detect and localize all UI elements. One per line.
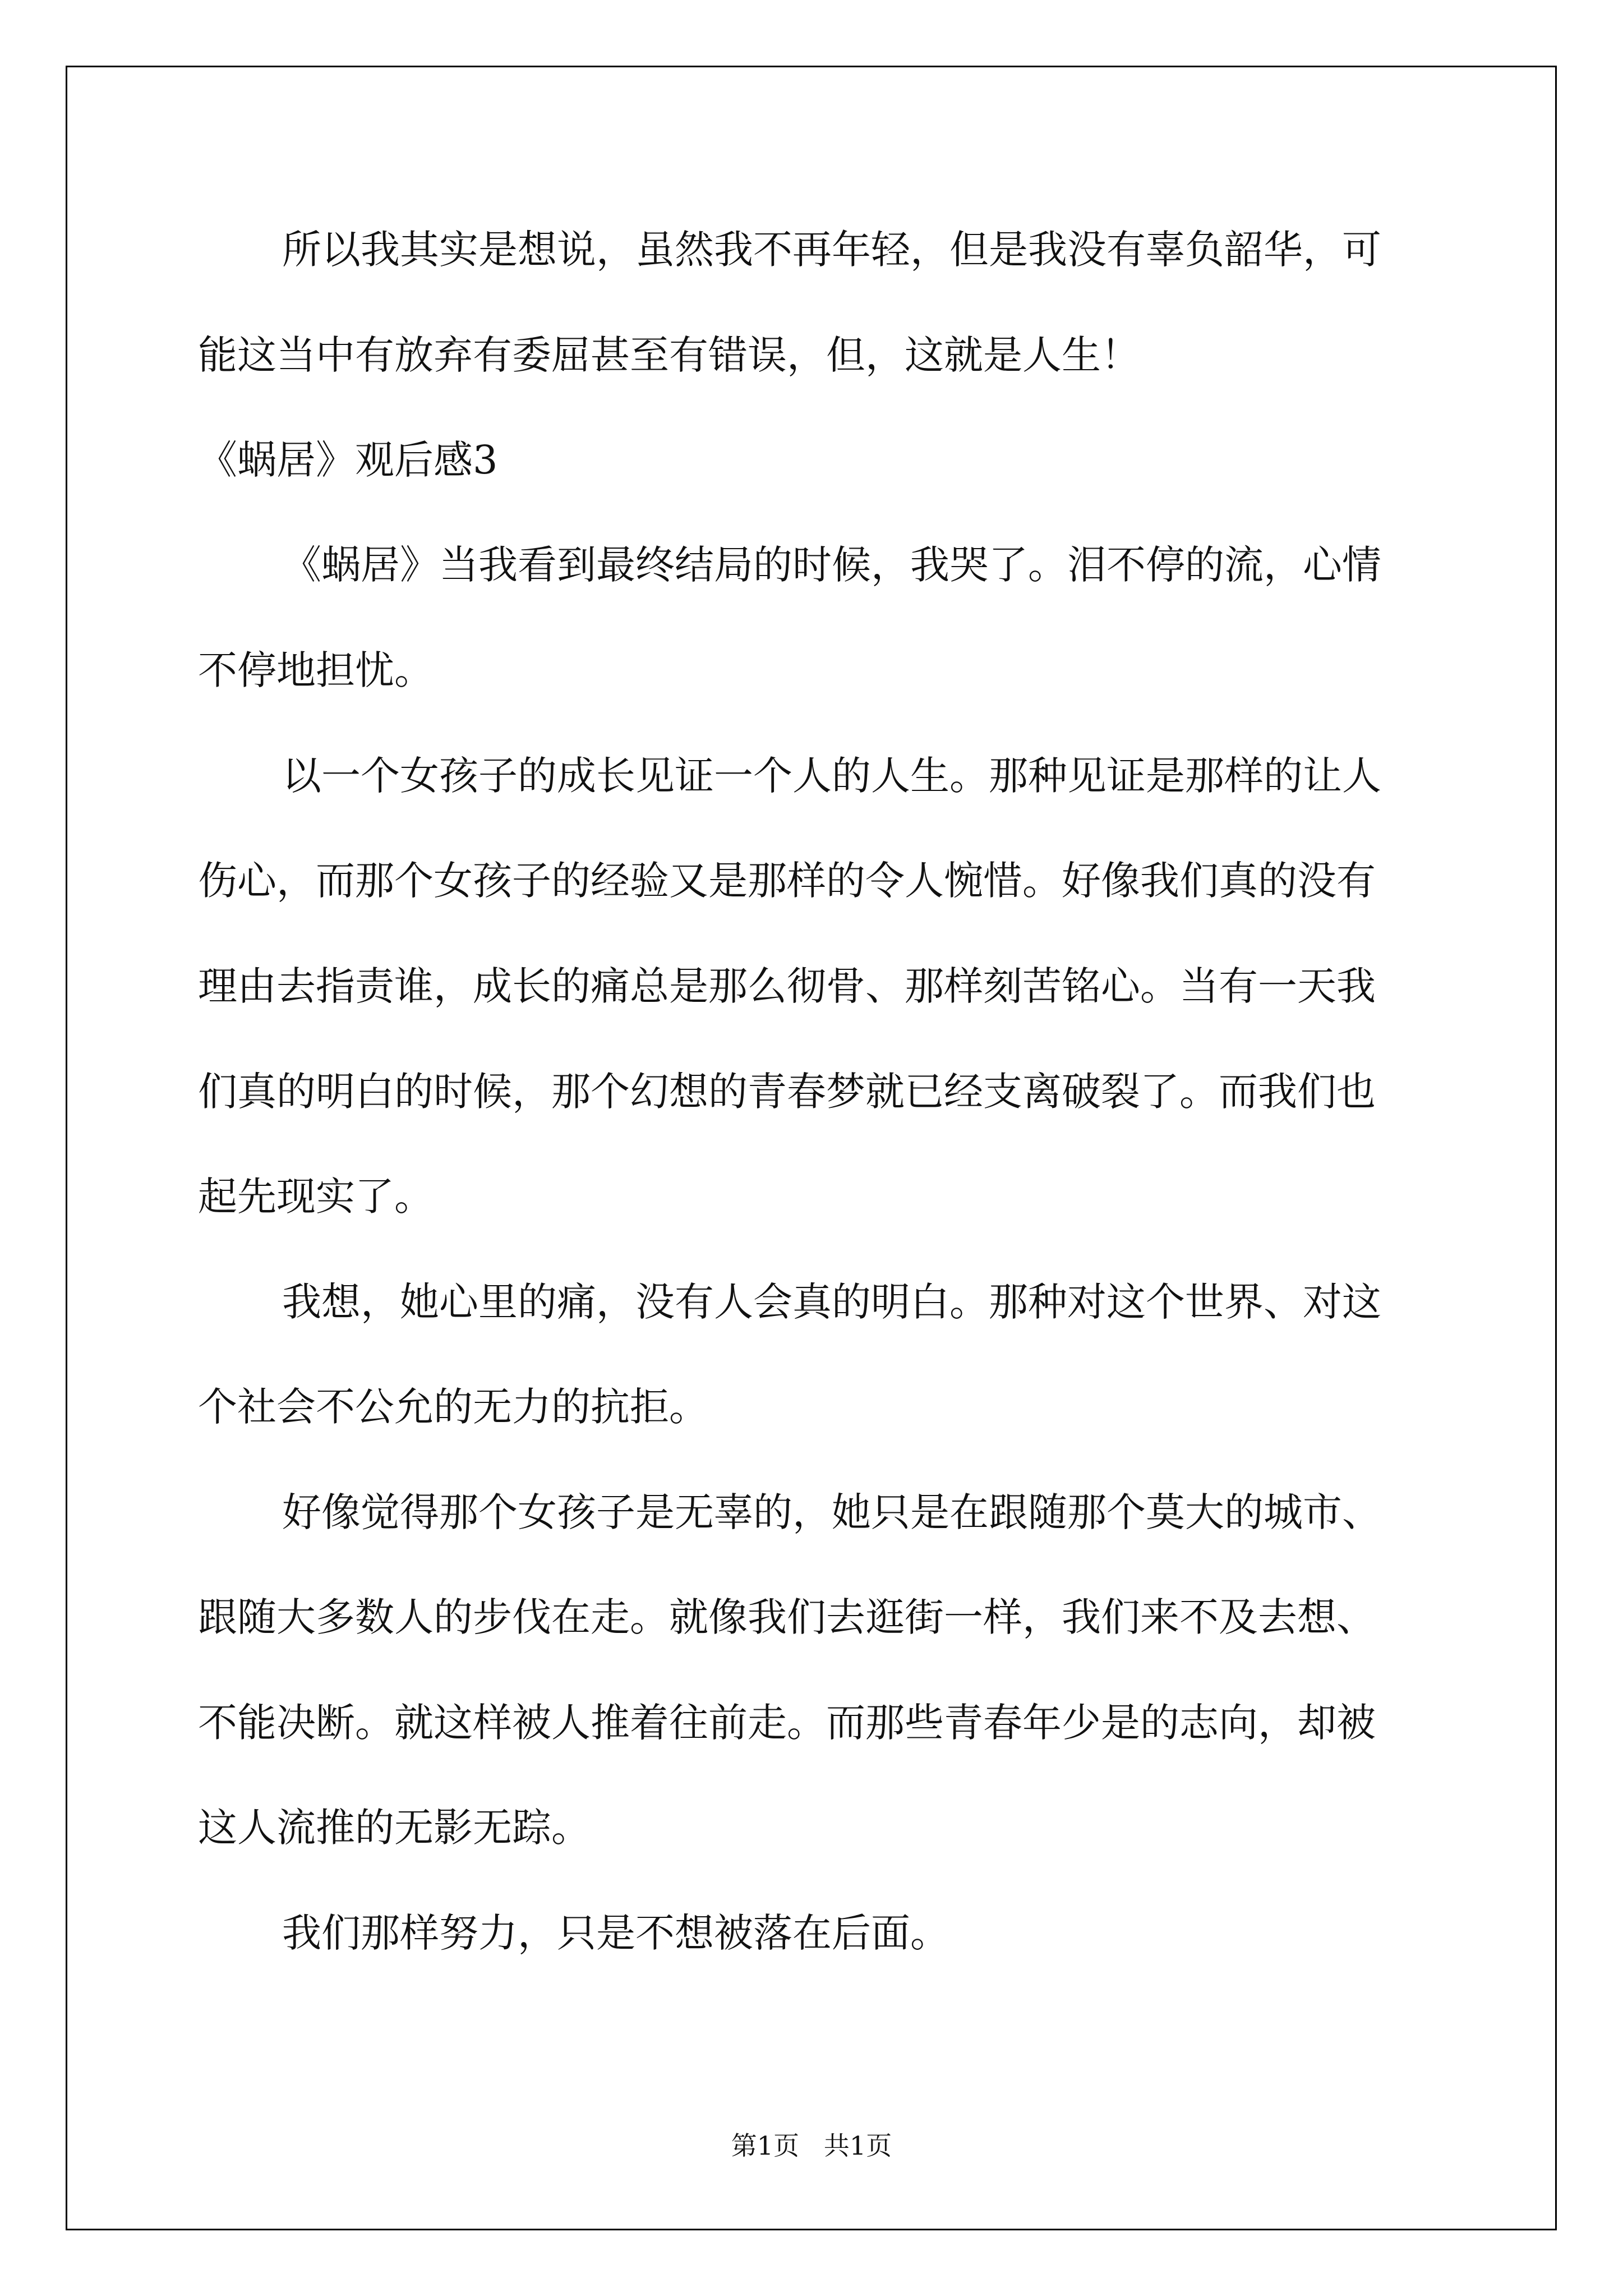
paragraph-line: 我想，她心里的痛，没有人会真的明白。那种对这个世界、对这 xyxy=(282,1279,1381,1325)
paragraph-line: 伤心，而那个女孩子的经验又是那样的令人惋惜。好像我们真的没有 xyxy=(198,858,1376,904)
paragraph-line: 这人流推的无影无踪。 xyxy=(198,1805,591,1851)
paragraph-line: 所以我其实是想说，虽然我不再年轻，但是我没有辜负韶华，可 xyxy=(282,227,1381,273)
paragraph-line: 以一个女孩子的成长见证一个人的人生。那种见证是那样的让人 xyxy=(282,753,1381,799)
paragraph-line: 好像觉得那个女孩子是无辜的，她只是在跟随那个莫大的城市、 xyxy=(282,1489,1381,1535)
paragraph-line: 个社会不公允的无力的抗拒。 xyxy=(198,1384,708,1430)
paragraph-line: 跟随大多数人的步伐在走。就像我们去逛街一样，我们来不及去想、 xyxy=(198,1594,1376,1640)
paragraph-line: 我们那样努力，只是不想被落在后面。 xyxy=(282,1910,949,1956)
section-heading: 《蜗居》观后感3 xyxy=(198,437,498,483)
paragraph-line: 理由去指责谁，成长的痛总是那么彻骨、那样刻苦铭心。当有一天我 xyxy=(198,963,1376,1009)
paragraph-line: 不能决断。就这样被人推着往前走。而那些青春年少是的志向，却被 xyxy=(198,1700,1376,1746)
paragraph-line: 能这当中有放弃有委屈甚至有错误，但，这就是人生！ xyxy=(198,332,1140,378)
paragraph-line: 们真的明白的时候，那个幻想的青春梦就已经支离破裂了。而我们也 xyxy=(198,1069,1376,1115)
paragraph-line: 不停地担忧。 xyxy=(198,647,434,693)
page-number-footer: 第1页 共1页 xyxy=(731,2131,892,2161)
paragraph-line: 起先现实了。 xyxy=(198,1174,434,1220)
page-border xyxy=(66,66,1557,2230)
paragraph-line: 《蜗居》当我看到最终结局的时候，我哭了。泪不停的流，心情 xyxy=(282,542,1381,588)
